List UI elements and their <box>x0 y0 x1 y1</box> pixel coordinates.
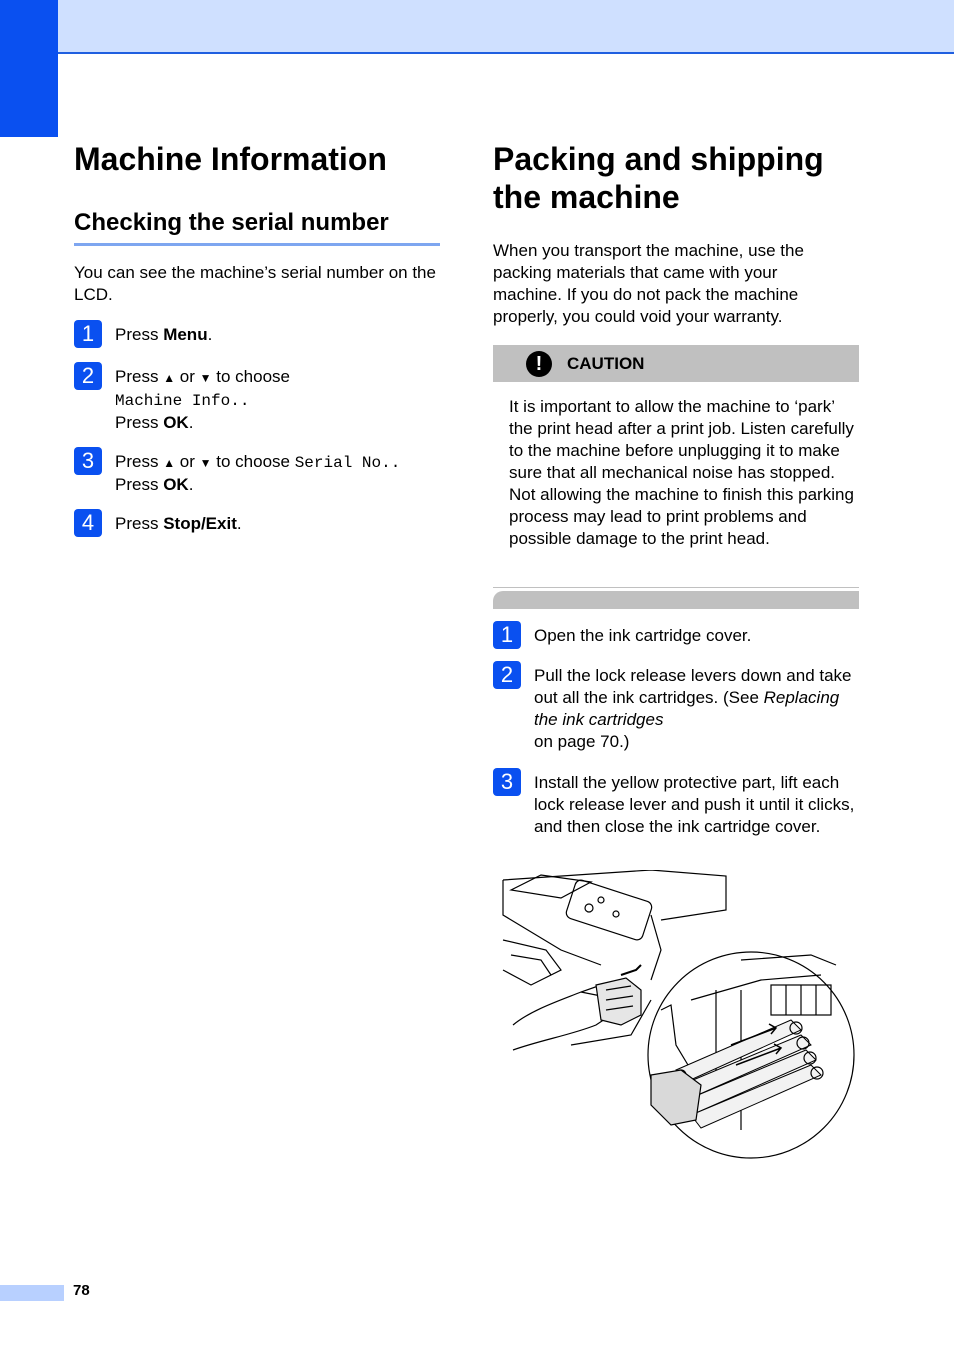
step-text: Press ▲ or ▼ to choose Serial No.. Press OK. <box>115 452 401 494</box>
step-number: 1 <box>493 621 521 649</box>
up-arrow-icon: ▲ <box>163 456 176 470</box>
warning-icon: ! <box>526 351 552 377</box>
step-text: Pull the lock release levers down and take out all the ink cartridges. (See Replacing the ink cartridges on page 70.) <box>534 666 852 751</box>
lcd-menu-text: Machine Info.. <box>115 392 250 410</box>
step-text: Press Menu. <box>115 325 213 344</box>
section-heading: Packing and shipping the machine <box>493 141 824 215</box>
step-number: 1 <box>74 320 102 348</box>
caution-divider <box>493 587 859 588</box>
section-title: Checking the serial number <box>74 209 389 236</box>
step-number: 3 <box>74 447 102 475</box>
down-arrow-icon: ▼ <box>199 371 212 385</box>
step-text: Install the yellow protective part, lift each lock release lever and push it until it clicks, and then close the ink cartridge cover. <box>534 773 855 836</box>
up-arrow-icon: ▲ <box>163 371 176 385</box>
intro-paragraph: When you transport the machine, use the packing materials that came with your machine. If you do not pack the machine properly, you could void your warranty. <box>493 241 804 326</box>
step-number: 2 <box>74 362 102 390</box>
caution-footer-bar <box>493 591 859 609</box>
page-number: 78 <box>73 1282 90 1299</box>
step-number: 4 <box>74 509 102 537</box>
step-number: 3 <box>493 768 521 796</box>
caution-label: CAUTION <box>567 354 645 373</box>
caution-header <box>493 345 859 382</box>
cross-reference: Replacing the ink cartridges <box>534 688 840 729</box>
caution-text: It is important to allow the machine to ‘park’ the print head after a print job. Listen carefully to the machine before unplugging it to make sure that all mechanical noise has stopped. Not allowing the machine to finish this parking process may lead to print problems and possible damage to the print head. <box>509 397 854 548</box>
step-text: Press ▲ or ▼ to choose Machine Info.. Press OK. <box>115 367 290 432</box>
chapter-tab <box>0 0 58 137</box>
right-column <box>493 140 861 836</box>
left-column <box>74 140 442 535</box>
footer-band <box>0 1285 64 1301</box>
section-title-wrap <box>74 208 440 246</box>
step-number: 2 <box>493 661 521 689</box>
header-band <box>58 0 954 54</box>
down-arrow-icon: ▼ <box>199 456 212 470</box>
ink-cartridge-illustration <box>501 870 861 1160</box>
step-text: Open the ink cartridge cover. <box>534 626 752 645</box>
page-title: Machine Information <box>74 141 387 177</box>
step-text: Press Stop/Exit. <box>115 514 242 533</box>
intro-paragraph: You can see the machine’s serial number on the LCD. <box>74 263 436 304</box>
lcd-menu-text: Serial No.. <box>294 454 401 472</box>
